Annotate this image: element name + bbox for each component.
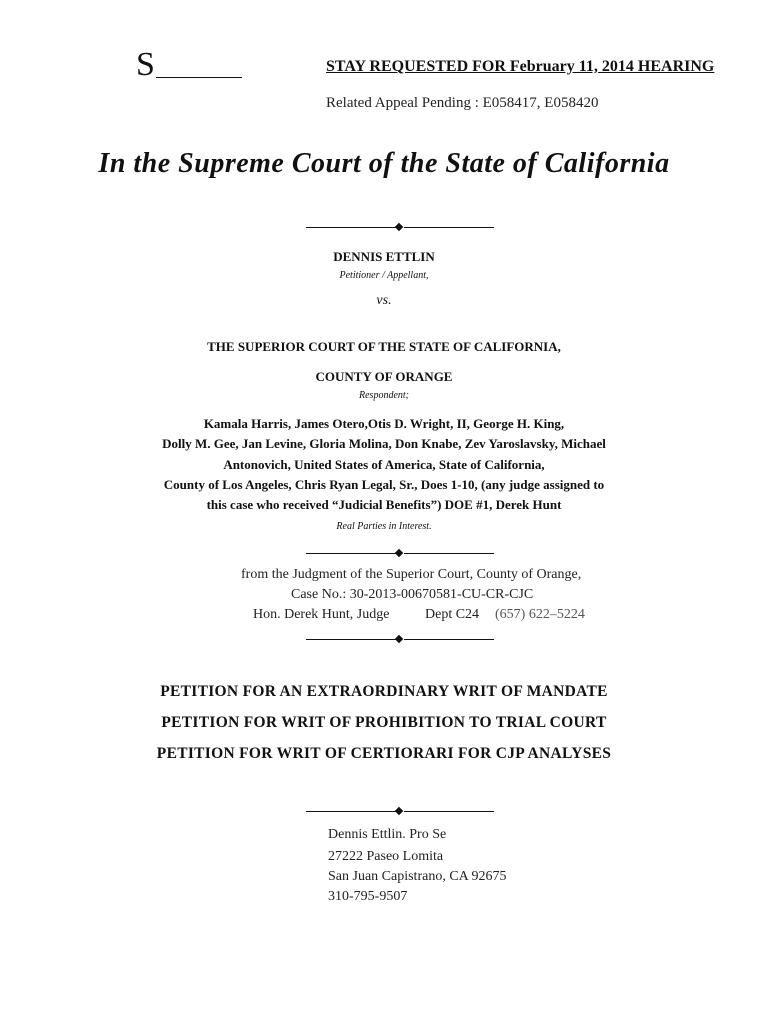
real-parties-role: Real Parties in Interest. xyxy=(336,521,432,532)
lower-court-judge: Hon. Derek Hunt, Judge xyxy=(253,607,390,622)
petitioner-name: DENNIS ETTLIN xyxy=(333,249,435,264)
lower-court-dept: Dept C24 xyxy=(425,607,480,622)
petition-title: PETITION FOR WRIT OF CERTIORARI FOR CJP ANALYSES xyxy=(156,745,612,762)
related-appeal: Related Appeal Pending : E058417, E058420 xyxy=(326,95,599,111)
lower-court-case-number: Case No.: 30-2013-00670581-CU-CR-CJC xyxy=(291,587,534,602)
filer-name: Dennis Ettlin. Pro Se xyxy=(328,827,447,842)
real-parties-line: Kamala Harris, James Otero,Otis D. Wright, II, George H. King, xyxy=(203,416,565,431)
real-parties-line: Antonovich, United States of America, State of California, xyxy=(223,457,545,472)
divider-4 xyxy=(306,806,494,818)
petition-title: PETITION FOR AN EXTRAORDINARY WRIT OF MANDATE xyxy=(160,683,608,700)
real-parties-line: County of Los Angeles, Chris Ryan Legal, Sr., Does 1-10, (any judge assigned to xyxy=(163,477,605,492)
respondent-line-1: THE SUPERIOR COURT OF THE STATE OF CALIFORNIA, xyxy=(207,339,561,354)
real-parties-line: Dolly M. Gee, Jan Levine, Gloria Molina, Don Knabe, Zev Yaroslavsky, Michael xyxy=(162,436,606,451)
real-parties-line: this case who received “Judicial Benefits”) DOE #1, Derek Hunt xyxy=(206,497,562,512)
court-title: In the Supreme Court of the State of California xyxy=(98,148,670,179)
divider-1 xyxy=(306,222,494,234)
case-number-blank xyxy=(156,77,242,78)
versus: vs. xyxy=(376,293,392,308)
case-number-prefix: S xyxy=(136,46,155,83)
respondent-line-2: COUNTY OF ORANGE xyxy=(315,369,453,384)
filer-city: San Juan Capistrano, CA 92675 xyxy=(328,869,507,884)
divider-2 xyxy=(306,548,494,560)
divider-3 xyxy=(306,634,494,646)
petitioner-role: Petitioner / Appellant, xyxy=(339,270,429,281)
petition-title: PETITION FOR WRIT OF PROHIBITION TO TRIAL COURT xyxy=(161,714,607,731)
stay-requested-heading: STAY REQUESTED FOR February 11, 2014 HEARING xyxy=(326,58,715,75)
lower-court-phone: (657) 622–5224 xyxy=(495,607,585,622)
respondent-role: Respondent; xyxy=(359,390,409,401)
filer-phone: 310-795-9507 xyxy=(328,889,408,904)
filer-street: 27222 Paseo Lomita xyxy=(328,849,444,864)
lower-court-line-1: from the Judgment of the Superior Court, County of Orange, xyxy=(241,567,582,582)
